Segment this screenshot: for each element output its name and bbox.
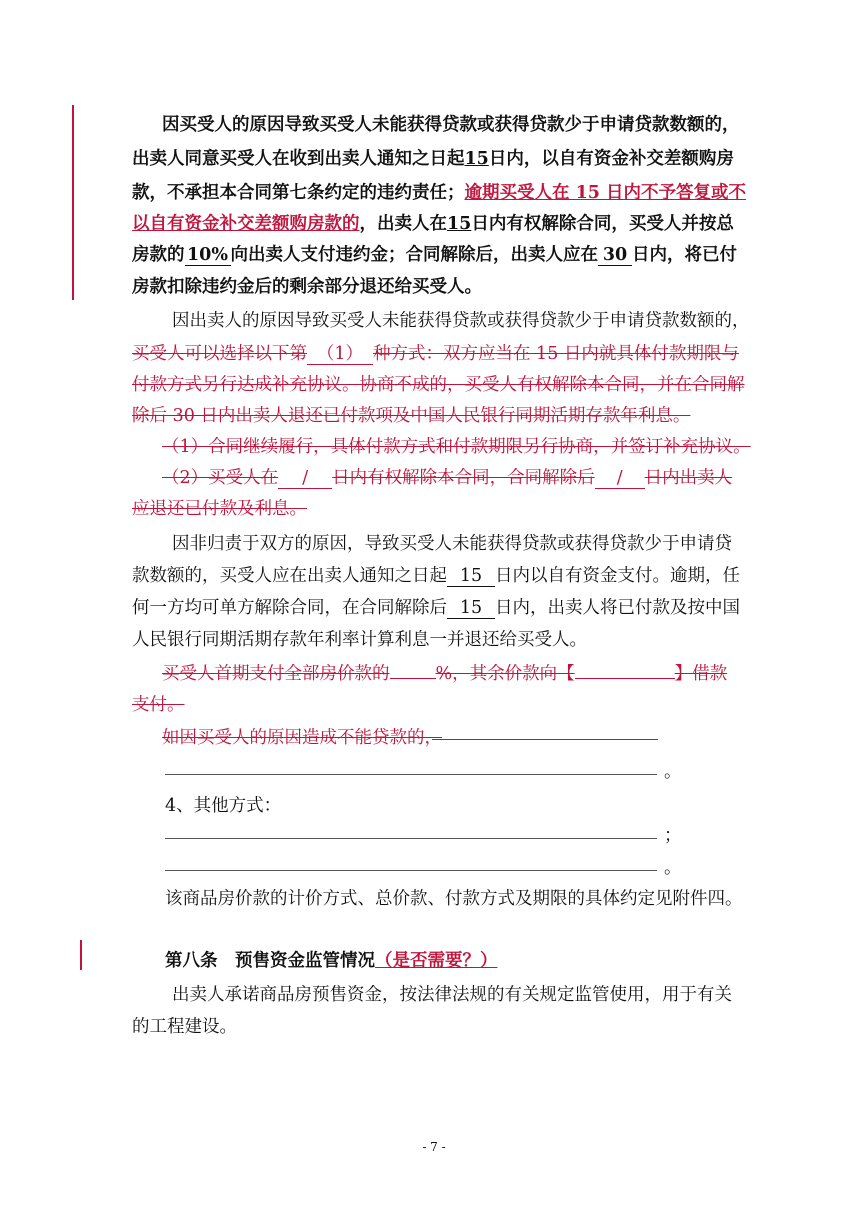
days-value: 30 [598,245,632,266]
days-value: 15 [447,598,495,619]
deleted-line: 支付。 [132,695,185,715]
deleted-line: 买受人首期支付全部房价款的 %，其余价款向【 】借款 [162,664,728,684]
paragraph-line: 因非归责于双方的原因，导致买受人未能获得贷款或获得贷款少于申请贷 [172,534,732,554]
article-heading: 第八条 预售资金监管情况（是否需要？） [165,951,498,971]
deleted-line: 付款方式另行达成补充协议。协商不成的，买受人有权解除本合同，并在合同解 [132,375,745,395]
change-bar [72,105,74,300]
inserted-text: （是否需要？） [375,951,498,971]
fill-in-line [432,739,658,740]
line-end-mark: 。 [664,858,682,878]
line-end-mark: 。 [664,762,682,782]
deleted-line: （2）买受人在 / 日内有权解除本合同，合同解除后 / 日内出卖人 [162,468,733,488]
page-number: - 7 - [422,1140,446,1154]
fill-in-line [165,838,657,839]
paragraph-line: 款，不承担本合同第七条约定的违约责任；逾期买受人在 15 日内不予答复或不 [132,183,747,203]
choice-value: （1） [307,344,373,365]
deleted-line: 应退还已付款及利息。 [132,499,307,519]
fill-in-line [165,870,657,871]
inserted-text: 逾期买受人在 15 日内不予答复或不 [464,183,747,203]
deleted-line: 除后 30 日内出卖人退还已付款项及中国人民银行同期活期存款年利息。 [132,406,691,426]
inserted-text: 以自有资金补交差额购房款的 [132,214,360,234]
paragraph-line: 出卖人同意买受人在收到出卖人通知之日起15日内，以自有资金补交差额购房 [132,149,734,169]
paragraph-line: 房款的 10% 向出卖人支付违约金；合同解除后，出卖人应在 30 日内，将已付 [132,245,737,265]
days-value: 15 [447,214,472,234]
paragraph-line: 何一方均可单方解除合同，在合同解除后 15 日内，出卖人将已付款及按中国 [132,598,740,618]
fill-in-line [165,774,657,775]
percent-value: 10% [185,245,231,266]
paragraph-line: 出卖人承诺商品房预售资金，按法律法规的有关规定监管使用，用于有关 [172,985,732,1005]
line-end-mark: ； [664,826,682,846]
paragraph-line: 以自有资金补交差额购房款的，出卖人在15日内有权解除合同，买受人并按总 [132,214,734,234]
days-value: 15 [447,566,495,587]
deleted-line: （1）合同继续履行，具体付款方式和付款期限另行协商，并签订补充协议。 [162,437,751,457]
paragraph-line: 因买受人的原因导致买受人未能获得贷款或获得贷款少于申请贷款数额的， [162,115,740,135]
paragraph-line: 房款扣除违约金后的剩余部分退还给买受人。 [132,277,482,297]
paragraph-line: 该商品房价款的计价方式、总价款、付款方式及期限的具体约定见附件四。 [165,889,743,909]
days-value: 15 [464,149,489,169]
paragraph-line: 因出卖人的原因导致买受人未能获得贷款或获得贷款少于申请贷款数额的， [172,311,750,331]
paragraph-line: 的工程建设。 [132,1017,237,1037]
paragraph-line: 人民银行同期活期存款年利率计算利息一并退还给买受人。 [132,630,587,650]
change-bar [80,940,82,970]
paragraph-line: 款数额的，买受人应在出卖人通知之日起 15 日内以自有资金支付。逾期，任 [132,566,740,586]
deleted-line: 买受人可以选择以下第 （1） 种方式：双方应当在 15 日内就具体付款期限与 [132,344,739,364]
deleted-line: 如因买受人的原因造成不能贷款的， [162,728,442,748]
paragraph-line: 4、其他方式： [165,796,282,816]
